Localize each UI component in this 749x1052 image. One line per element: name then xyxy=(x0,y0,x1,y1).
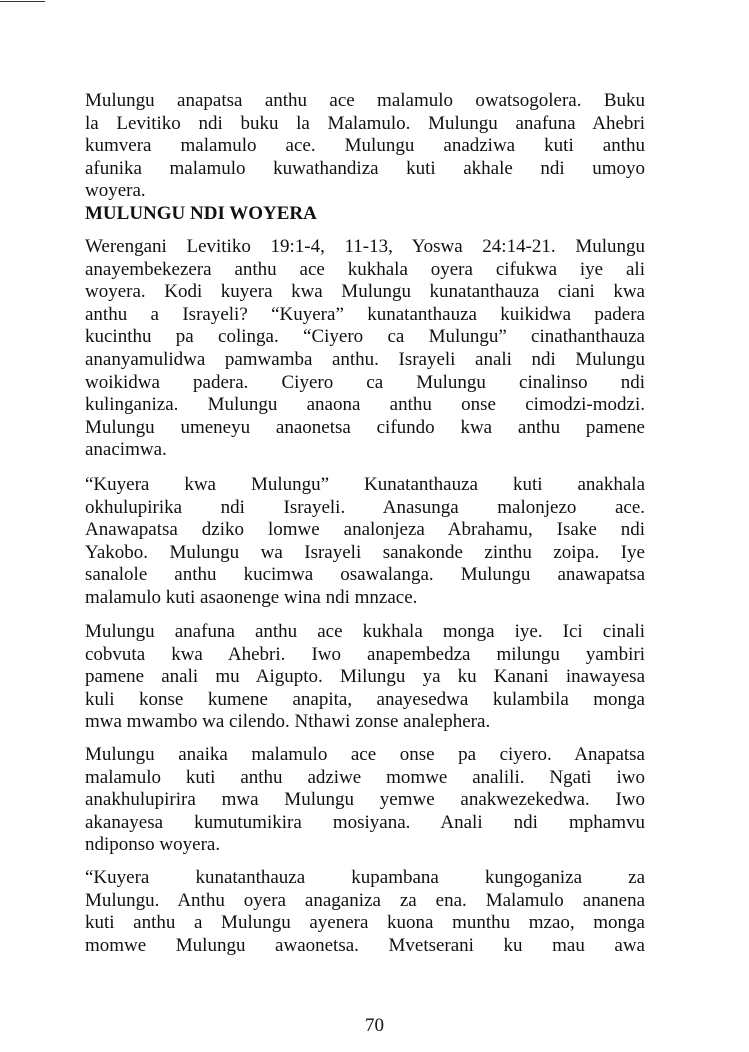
text-line: Yakobo. Mulungu wa Israyeli sanakonde zinthu zoipa. Iye xyxy=(85,541,645,563)
paragraph-1 xyxy=(85,235,645,461)
text-line: pamene anali mu Aigupto. Milungu ya ku Kanani inawayesa xyxy=(85,666,645,688)
text-line: woikidwa padera. Ciyero ca Mulungu cinalinso ndi xyxy=(85,371,645,393)
paragraph-2 xyxy=(85,474,645,610)
text-line: sanalole anthu kucimwa osawalanga. Mulungu anawapatsa xyxy=(85,564,645,586)
text-line: woyera. xyxy=(85,180,146,202)
text-line: ananyamulidwa pamwamba anthu. Israyeli anali ndi Mulungu xyxy=(85,348,645,370)
text-line: Mulungu anaika malamulo ace onse pa ciyero. Anapatsa xyxy=(85,744,645,765)
text-line: Mulungu. Anthu oyera anaganiza za ena. Malamulo ananena xyxy=(85,889,645,911)
text-line: malamulo kuti anthu adziwe momwe analili. Ngati iwo xyxy=(85,766,645,788)
text-line: Anawapatsa dziko lomwe analonjeza Abrahamu, Isake ndi xyxy=(85,519,645,541)
page-number: 70 xyxy=(365,1015,384,1036)
text-line: woyera. Kodi kuyera kwa Mulungu kunatanthauza ciani kwa xyxy=(85,281,645,303)
text-line: cobvuta kwa Ahebri. Iwo anapembedza milungu yambiri xyxy=(85,643,645,665)
text-line: kuti anthu a Mulungu ayenera kuona munthu mzao, monga xyxy=(85,912,645,934)
text-line: Mulungu anapatsa anthu ace malamulo owatsogolera. Buku xyxy=(85,90,645,111)
text-line: momwe Mulungu awaonetsa. Mvetserani ku mau awa xyxy=(85,934,645,956)
text-line: Werengani Levitiko 19:1-4, 11-13, Yoswa 24:14-21. Mulungu xyxy=(85,236,645,257)
text-line: anayembekezera anthu ace kukhala oyera cifukwa iye ali xyxy=(85,258,645,280)
text-line: malamulo kuti asaonenge wina ndi mnzace. xyxy=(85,586,418,608)
paragraph-4 xyxy=(85,744,645,857)
text-line: mwa mwambo wa cilendo. Nthawi zonse analephera. xyxy=(85,711,491,733)
paragraph-5 xyxy=(85,867,645,957)
section-heading: MULUNGU NDI WOYERA xyxy=(85,203,317,224)
text-line: Mulungu umeneyu anaonetsa cifundo kwa anthu pamene xyxy=(85,416,645,438)
text-line: Mulungu anafuna anthu ace kukhala monga iye. Ici cinali xyxy=(85,621,645,642)
text-line: anacimwa. xyxy=(85,439,167,461)
text-line: akanayesa kumutumikira mosiyana. Anali ndi mphamvu xyxy=(85,811,645,833)
intro-paragraph xyxy=(85,90,645,203)
text-line: kulinganiza. Mulungu anaona anthu onse cimodzi-modzi. xyxy=(85,394,645,416)
text-line: kuli konse kumene anapita, anayesedwa kulambila monga xyxy=(85,688,645,710)
text-line: anakhulupirira mwa Mulungu yemwe anakwezekedwa. Iwo xyxy=(85,789,645,811)
text-line: “Kuyera kunatanthauza kupambana kungoganiza za xyxy=(85,867,645,888)
text-line: afunika malamulo kuwathandiza kuti akhale ndi umoyo xyxy=(85,157,645,179)
text-line: kucinthu pa colinga. “Ciyero ca Mulungu” cinathanthauza xyxy=(85,326,645,348)
text-line: okhulupirika ndi Israyeli. Anasunga malonjezo ace. xyxy=(85,496,645,518)
text-line: la Levitiko ndi buku la Malamulo. Mulungu anafuna Ahebri xyxy=(85,112,645,134)
text-line: ndiponso woyera. xyxy=(85,834,221,856)
text-line: “Kuyera kwa Mulungu” Kunatanthauza kuti anakhala xyxy=(85,474,645,495)
text-line: anthu a Israyeli? “Kuyera” kunatanthauza kuikidwa padera xyxy=(85,303,645,325)
text-line: kumvera malamulo ace. Mulungu anadziwa kuti anthu xyxy=(85,135,645,157)
paragraph-3 xyxy=(85,621,645,734)
top-rule xyxy=(0,1,45,2)
